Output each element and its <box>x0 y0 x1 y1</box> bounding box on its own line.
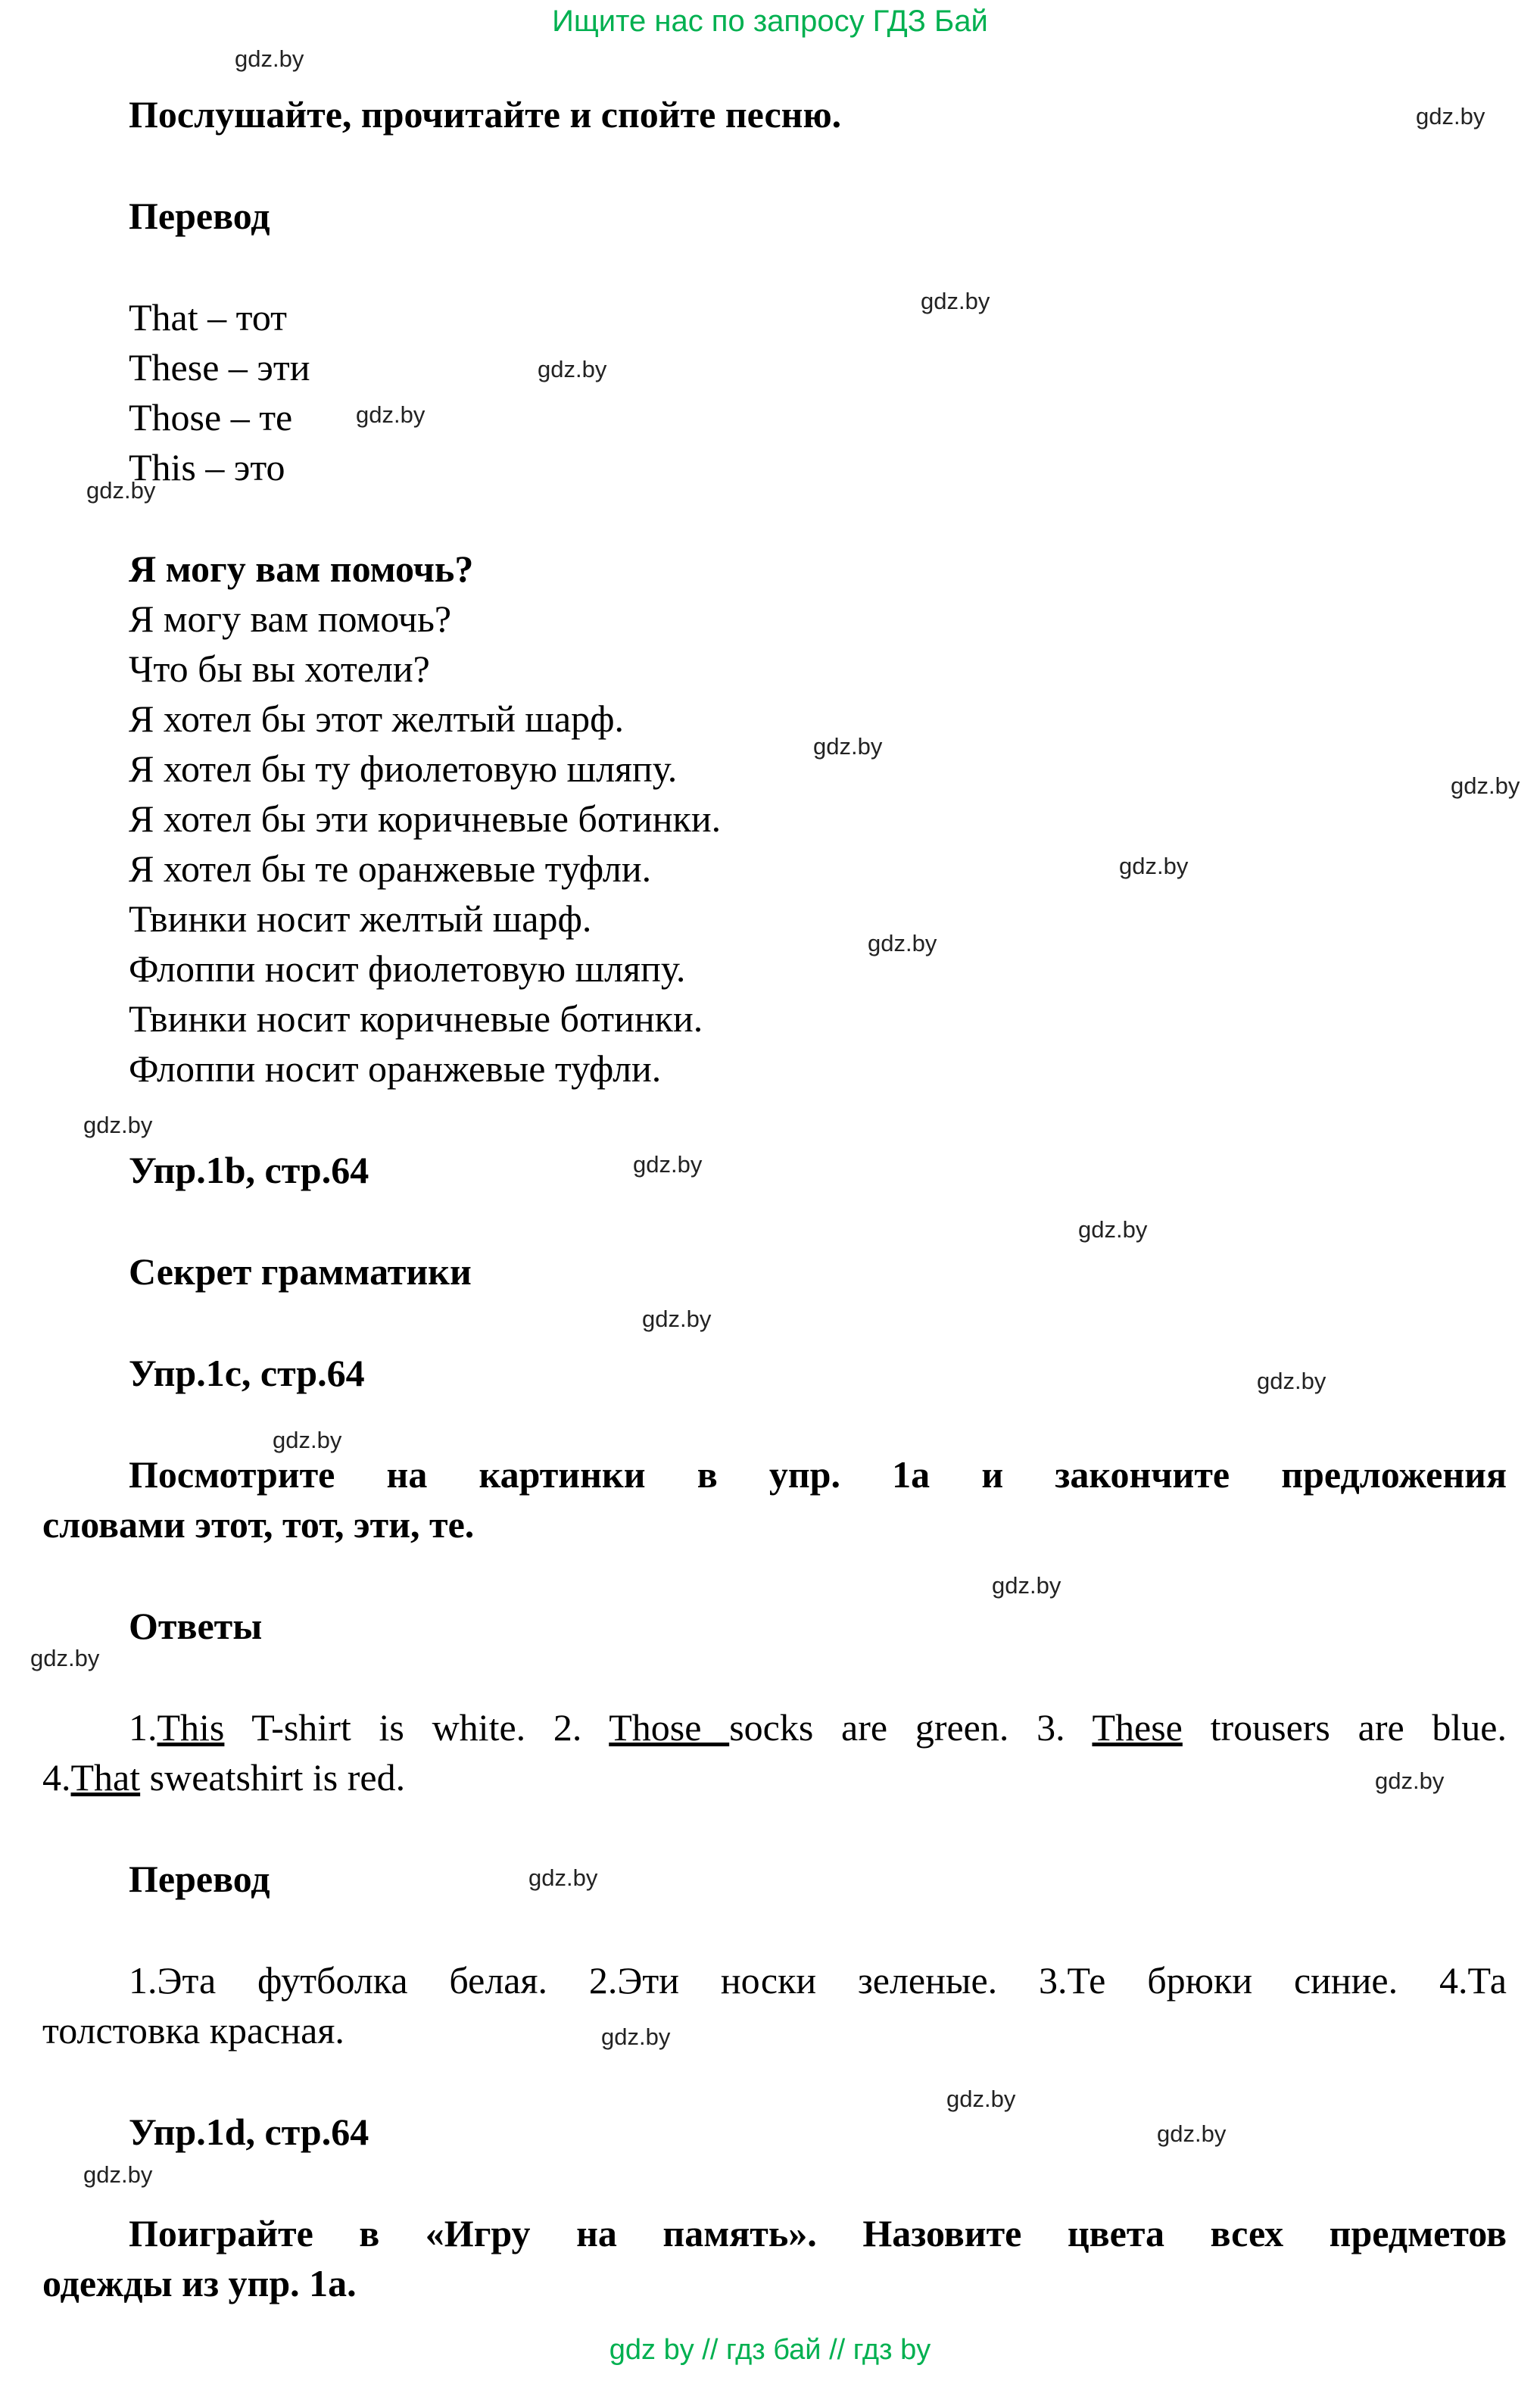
watermark-gdzby: gdz.by <box>1257 1368 1326 1394</box>
answers-en-segment-underlined: Those <box>609 1706 730 1749</box>
answers-en-line2 <box>42 1752 1507 1802</box>
task-1a-title: Послушайте, прочитайте и спойте песню. <box>129 93 842 136</box>
answers-en-line1 <box>42 1702 1507 1752</box>
watermark-gdzby: gdz.by <box>30 1645 100 1671</box>
answers-heading: Ответы <box>129 1605 263 1647</box>
song-line: Я могу вам помочь? <box>129 598 452 640</box>
ex1d-task-text <box>42 2208 1507 2308</box>
ex1d-heading: Упр.1d, стр.64 <box>129 2111 369 2153</box>
watermark-gdzby: gdz.by <box>992 1572 1061 1599</box>
ex1b-heading: Упр.1b, стр.64 <box>129 1149 369 1191</box>
vocab-line: Those – те <box>129 396 293 438</box>
song-translation <box>42 544 1507 1094</box>
answers-ru-line1: 1.Эта футболка белая. 2.Эти носки зеленые. 3.Те брюки синие. 4.Та <box>129 1959 1507 2002</box>
translation-heading-2: Перевод <box>129 1858 270 1900</box>
song-line: Твинки носит желтый шарф. <box>129 897 592 940</box>
ex1d-task-line2: одежды из упр. 1а. <box>42 2262 357 2304</box>
answers-russian <box>42 1955 1507 2055</box>
answers-en-segment: 1. <box>129 1706 157 1749</box>
watermark-gdzby: gdz.by <box>83 1112 153 1138</box>
watermark-gdzby: gdz.by <box>83 2161 153 2188</box>
watermark-gdzby: gdz.by <box>1451 772 1520 799</box>
translation-heading-1: Перевод <box>129 195 270 237</box>
answers-en-segment: 4. <box>42 1756 71 1799</box>
answers-english <box>42 1702 1507 1802</box>
answers-en-segment: sweatshirt is red. <box>140 1756 406 1799</box>
promo-banner-bottom: gdz by // гдз бай // гдз by <box>609 2334 931 2366</box>
watermark-gdzby: gdz.by <box>642 1306 712 1332</box>
vocab-line: That – тот <box>129 296 288 339</box>
answers-en-segment-underlined: That <box>70 1756 141 1799</box>
watermark-gdzby: gdz.by <box>86 477 156 504</box>
ex1c-heading: Упр.1c, стр.64 <box>129 1352 365 1394</box>
ex1c-task-text <box>42 1449 1507 1549</box>
watermark-gdzby: gdz.by <box>633 1151 703 1178</box>
answers-en-segment-underlined: This <box>157 1706 225 1749</box>
answers-en-segment: socks are green. 3. <box>729 1706 1093 1749</box>
answers-ru-line2: толстовка красная. <box>42 2009 344 2052</box>
grammar-secret-heading: Секрет грамматики <box>129 1250 472 1293</box>
song-line: Я хотел бы этот желтый шарф. <box>129 697 624 740</box>
document-content <box>42 89 1507 2360</box>
promo-banner-top: Ищите нас по запросу ГДЗ Бай <box>552 5 988 38</box>
song-line: Я хотел бы эти коричневые ботинки. <box>129 797 722 840</box>
watermark-gdzby: gdz.by <box>921 288 990 314</box>
song-line: Флоппи носит фиолетовую шляпу. <box>129 947 686 990</box>
watermark-gdzby: gdz.by <box>1078 1216 1148 1243</box>
watermark-gdzby: gdz.by <box>538 356 607 382</box>
song-line: Я хотел бы те оранжевые туфли. <box>129 847 652 890</box>
answers-en-segment-underlined: These <box>1092 1706 1183 1749</box>
watermark-gdzby: gdz.by <box>528 1864 598 1891</box>
watermark-gdzby: gdz.by <box>235 45 304 72</box>
watermark-gdzby: gdz.by <box>1119 853 1189 879</box>
watermark-gdzby: gdz.by <box>946 2086 1016 2112</box>
answers-en-segment: T-shirt is white. 2. <box>224 1706 609 1749</box>
watermark-gdzby: gdz.by <box>1416 103 1485 129</box>
watermark-gdzby: gdz.by <box>601 2023 671 2050</box>
song-line: Флоппи носит оранжевые туфли. <box>129 1047 662 1090</box>
ex1c-task-line2: словами этот, тот, эти, те. <box>42 1503 475 1546</box>
vocab-list <box>42 292 1507 492</box>
song-line: Что бы вы хотели? <box>129 647 430 690</box>
watermark-gdzby: gdz.by <box>356 401 426 428</box>
song-title: Я могу вам помочь? <box>129 548 474 590</box>
ex1d-task-line1: Поиграйте в «Игру на память». Назовите цвета всех предметов <box>129 2212 1507 2254</box>
watermark-gdzby: gdz.by <box>1157 2120 1227 2147</box>
watermark-gdzby: gdz.by <box>273 1427 342 1453</box>
vocab-line: These – эти <box>129 346 310 388</box>
answers-en-segment: trousers are blue. <box>1182 1706 1507 1749</box>
song-line: Твинки носит коричневые ботинки. <box>129 997 703 1040</box>
watermark-gdzby: gdz.by <box>1375 1768 1445 1794</box>
watermark-gdzby: gdz.by <box>868 930 937 956</box>
ex1c-task-line1: Посмотрите на картинки в упр. 1а и закончите предложения <box>129 1453 1507 1496</box>
watermark-gdzby: gdz.by <box>813 733 883 760</box>
song-line: Я хотел бы ту фиолетовую шляпу. <box>129 747 678 790</box>
vocab-line: This – это <box>129 446 285 488</box>
